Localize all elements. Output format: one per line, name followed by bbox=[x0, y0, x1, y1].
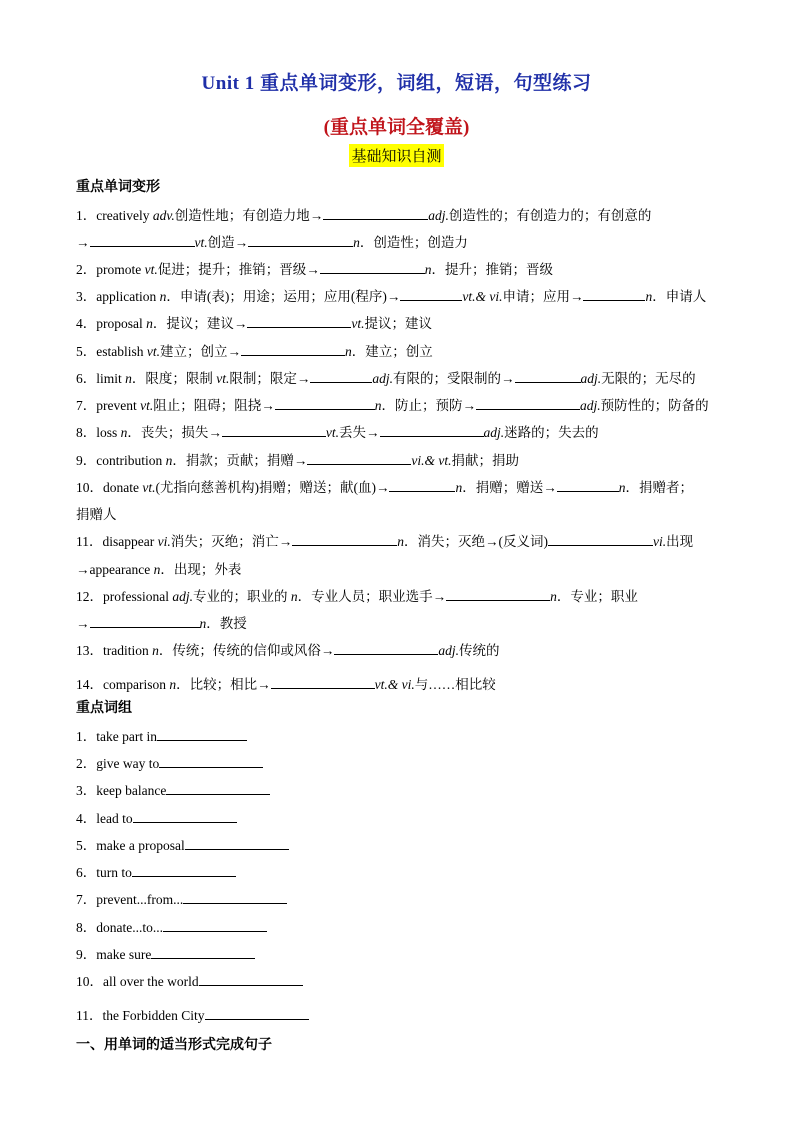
word-item-9: 9．contribution n．捐款；贡献；捐赠→ vi.& vt.捐献；捐助 bbox=[76, 453, 519, 468]
word-item-11-cont: →appearance n．出现；外表 bbox=[76, 562, 242, 577]
word-item-5: 5．establish vt.建立；创立→ n．建立；创立 bbox=[76, 344, 433, 359]
word-item-13: 13．tradition n．传统；传统的信仰或风俗→ adj.传统的 bbox=[76, 643, 500, 658]
answer-blank[interactable] bbox=[185, 837, 289, 850]
phrase-item: 10．all over the world bbox=[76, 970, 303, 990]
phrase-item: 5．make a proposal bbox=[76, 834, 289, 854]
answer-blank[interactable] bbox=[199, 973, 303, 986]
answer-blank[interactable] bbox=[307, 452, 411, 465]
answer-blank[interactable] bbox=[548, 533, 653, 546]
word-item-10: 10．donate vt.(尤指向慈善机构)捐赠；赠送；献(血)→ n．捐赠；赠送→ n．捐赠者； bbox=[76, 480, 693, 495]
page-title: Unit 1 重点单词变形，词组，短语，句型练习 bbox=[201, 73, 592, 94]
answer-blank[interactable] bbox=[380, 424, 484, 437]
answer-blank[interactable] bbox=[90, 234, 195, 247]
answer-blank[interactable] bbox=[163, 919, 267, 932]
answer-blank[interactable] bbox=[400, 288, 462, 301]
phrase-item: 11．the Forbidden City bbox=[76, 1004, 309, 1024]
answer-blank[interactable] bbox=[476, 397, 580, 410]
phrase-item: 2．give way to bbox=[76, 752, 263, 772]
answer-blank[interactable] bbox=[132, 864, 236, 877]
word-item-2: 2．promote vt.促进；提升；推销；晋级→ n．提升；推销；晋级 bbox=[76, 262, 553, 277]
answer-blank[interactable] bbox=[557, 479, 619, 492]
answer-blank[interactable] bbox=[159, 755, 263, 768]
answer-blank[interactable] bbox=[248, 234, 353, 247]
phrase-item: 6．turn to bbox=[76, 861, 236, 881]
section-heading-phrases: 重点词组 bbox=[76, 700, 132, 716]
badge-row bbox=[0, 144, 793, 167]
word-item-11: 11．disappear vi.消失；灭绝；消亡→ n．消失；灭绝→(反义词) vi.出现 bbox=[76, 534, 694, 549]
section-badge: 基础知识自测 bbox=[349, 144, 443, 167]
word-item-12-cont: → n．教授 bbox=[76, 616, 247, 631]
word-item-14: 14．comparison n．比较；相比→ vt.& vi.与……相比较 bbox=[76, 677, 496, 692]
answer-blank[interactable] bbox=[183, 891, 287, 904]
word-item-8: 8．loss n．丧失；损失→ vt.丢失→ adj.迷路的；失去的 bbox=[76, 425, 599, 440]
phrase-item: 3．keep balance bbox=[76, 779, 270, 799]
word-item-10-cont: 捐赠人 bbox=[76, 507, 117, 522]
answer-blank[interactable] bbox=[133, 810, 237, 823]
page-subtitle: (重点单词全覆盖) bbox=[323, 117, 470, 138]
answer-blank[interactable] bbox=[323, 207, 428, 220]
answer-blank[interactable] bbox=[310, 370, 372, 383]
word-item-6: 6．limit n．限度；限制 vt.限制；限定→ adj.有限的；受限制的→ adj.无限的；无尽的 bbox=[76, 371, 696, 386]
phrase-item: 4．lead to bbox=[76, 807, 237, 827]
word-item-12: 12．professional adj.专业的；职业的 n．专业人员；职业选手→ n．专业；职业 bbox=[76, 589, 638, 604]
answer-blank[interactable] bbox=[222, 424, 326, 437]
answer-blank[interactable] bbox=[389, 479, 455, 492]
word-item-1: 1．creatively adv.创造性地；有创造力地→ adj.创造性的；有创造力的；有创意的 bbox=[76, 208, 652, 223]
phrase-item: 7．prevent...from... bbox=[76, 888, 287, 908]
word-item-3: 3．application n．申请(表)；用途；运用；应用(程序)→ vt.& vi.申请；应用→ n．申请人 bbox=[76, 289, 707, 304]
answer-blank[interactable] bbox=[247, 315, 351, 328]
section-heading-words: 重点单词变形 bbox=[76, 179, 160, 195]
answer-blank[interactable] bbox=[320, 261, 425, 274]
answer-blank[interactable] bbox=[151, 946, 255, 959]
answer-blank[interactable] bbox=[271, 676, 375, 689]
phrase-item: 9．make sure bbox=[76, 943, 255, 963]
answer-blank[interactable] bbox=[205, 1007, 309, 1020]
answer-blank[interactable] bbox=[241, 343, 345, 356]
answer-blank[interactable] bbox=[90, 615, 200, 628]
phrase-item: 8．donate...to... bbox=[76, 916, 267, 936]
answer-blank[interactable] bbox=[292, 533, 397, 546]
word-item-7: 7．prevent vt.阻止；阻碍；阻挠→ n．防止；预防→ adj.预防性的；防备的 bbox=[76, 398, 709, 413]
word-item-1-cont: → vt.创造→ n．创造性；创造力 bbox=[76, 235, 468, 250]
answer-blank[interactable] bbox=[157, 728, 247, 741]
answer-blank[interactable] bbox=[275, 397, 375, 410]
section-heading-part1: 一、用单词的适当形式完成句子 bbox=[76, 1037, 272, 1053]
answer-blank[interactable] bbox=[334, 642, 438, 655]
word-item-4: 4．proposal n．提议；建议→ vt.提议；建议 bbox=[76, 316, 432, 331]
answer-blank[interactable] bbox=[446, 588, 550, 601]
phrase-item: 1．take part in bbox=[76, 725, 247, 745]
answer-blank[interactable] bbox=[166, 782, 270, 795]
answer-blank[interactable] bbox=[515, 370, 581, 383]
answer-blank[interactable] bbox=[583, 288, 645, 301]
